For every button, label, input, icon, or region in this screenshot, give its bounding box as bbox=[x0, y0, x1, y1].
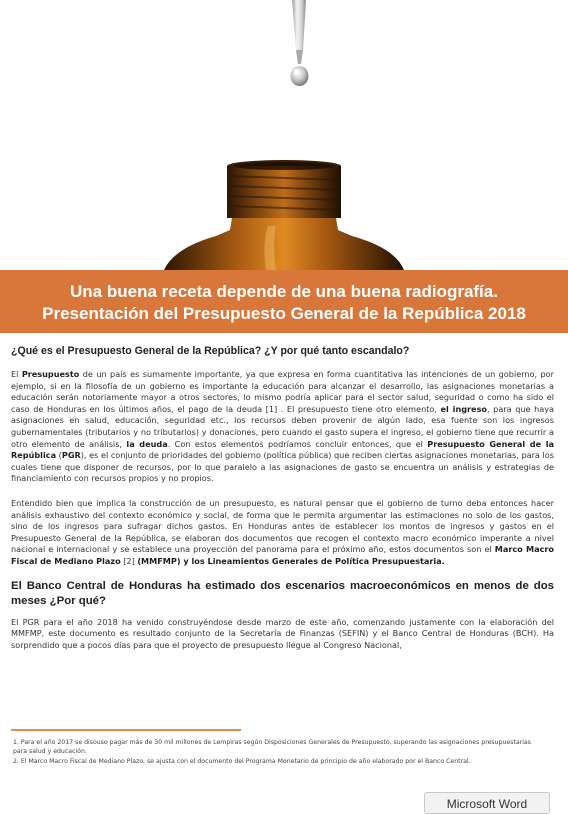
footnote-1: 1. Para el año 2017 se disouso pagar más de 30 mil millones de Lempiras según Disposiciones Generales de Presupuesto, superando las asignaciones presupuestarias para salud y educación. bbox=[13, 739, 531, 755]
dropper-bottle-illustration bbox=[0, 0, 568, 270]
paragraph-pgr-2018: El PGR para el año 2018 ha venido construyéndose desde marzo de este año, comenzando justamente con la elaboración del MMFMP, este documento es resultado conjunto de la Secretaría de Finanzas (SEFIN) y el Banco Central de Honduras (BCH). Ha sorprendido que a pocos días para que el proyecto de presupuesto llegue al Congreso Nacional, bbox=[11, 616, 554, 650]
footnotes bbox=[13, 739, 543, 769]
title-banner bbox=[0, 270, 568, 333]
hero-image bbox=[0, 0, 568, 270]
banner-title-line-2: Presentación del Presupuesto General de la República 2018 bbox=[42, 304, 526, 323]
paragraph-presupuesto-construction: Entendido bien que implica la construcción de un presupuesto, es natural pensar que el gobierno de turno deba entonces hacer análisis exhaustivo del contexto económico y social, de forma que le permita argumentar las estimaciones no solo de los gastos, sino de los ingresos para sufragar dichos gastos. En Honduras antes de establecer los montos de ingresos y gastos en el Presupuesto General de la República, se elaboran dos documentos que recogen el contexto macro económico imperante a nivel nacional e internacional y se establece una proyección del panorama para el próximo año, estos documentos son el Marco Macro Fiscal de Mediano Plazo [2] (MMFMP) y los Lineamientos Generales de Política Presupuestaria. bbox=[11, 497, 554, 566]
section-heading-presupuesto: ¿Qué es el Presupuesto General de la República? ¿Y por qué tanto escandalo? bbox=[11, 345, 410, 357]
paragraph-presupuesto-definition: El Presupuesto de un país es sumamente importante, ya que expresa en forma cuantitativa las intenciones de un gobierno, por ejemplo, si en la filosofía de un gobierno es importante la educación para alcanzar el desarrollo, las asignaciones monetarias a educación serán notoriamente mayor a otros sectores, lo mismo podría aplicar para el sector salud, seguridad o como ha sido el caso de Honduras en los últimos años, el pago de la deuda [1] . El presupuesto tiene otro elemento, el ingreso, para que haya asignaciones en salud, educación, seguridad etc., los recursos deben provenir de algún lado, esa fuente son los ingresos gubernamentales (tributarios y no tributarios) y donaciones, pero cuando el gasto supera el ingreso, el gobierno tiene que recurrir a otro elemento de análisis, la deuda. Con estos elementos podríamos concluir entonces, que el Presupuesto General de la República (PGR), es el conjunto de prioridades del gobierno (política pública) que reciben ciertas asignaciones monetarias, para los cuales tiene que disponer de recursos, por lo que paralelo a las asignaciones de gasto se encuentra un análisis y estrategias de financiamiento con recursos propios y no propios. bbox=[11, 369, 554, 484]
banner-title-line-1: Una buena receta depende de una buena radiografía. bbox=[70, 282, 498, 301]
microsoft-word-taskbar-button[interactable]: Microsoft Word bbox=[424, 792, 550, 814]
footnote-2: 2. El Marco Macro Fiscal de Mediano Plazo, se ajusta con el documento del Programa Monetario de principio de año elaborado por el Banco Central. bbox=[13, 758, 471, 766]
article-body bbox=[11, 344, 554, 651]
section-heading-banco-central: El Banco Central de Honduras ha estimado dos escenarios macroeconómicos en menos de dos meses ¿Por qué? bbox=[11, 579, 554, 607]
footnote-separator bbox=[11, 729, 241, 731]
